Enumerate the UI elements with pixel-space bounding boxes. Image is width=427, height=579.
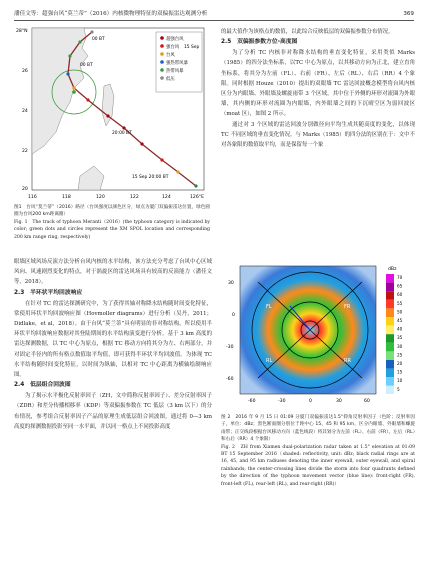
left-paragraph-3: 为了揭示水平极化反射率因子（ZH，文中简称反射率因子）、差分反射率因子（ZDR）和差分传播相移率（KDP）等双偏振参数在 TC 低层（3 km 以下）的分布情况，参考组合反射率因子产品的原理生成低层组合回波图。通过将 0—3 km 高度的探测数据投影至同一水平面，并以同一格点上不同投影高度 [14, 393, 212, 430]
cb-tick-8: 35 [397, 335, 403, 341]
lon-tick-4: 122 [130, 195, 139, 200]
cb-tick-1: 70 [397, 275, 403, 280]
y-tick-2: 0 [232, 313, 235, 318]
section-2-5-heading: 2.5 双偏振参数方位-高度图 [221, 39, 298, 46]
legend-item-3: 15 Sep [184, 45, 200, 50]
cb-tick-11: 20 [397, 361, 403, 366]
fig2-caption-en: Fig. 2 ZH from Xiamen dual-polarization radar taken at 1.5° elevation at 01:09 BT 15 September 2016（shaded: reflectivity, unit: dBz; black radial rings are at 16, 45, and 95 km radiuses denoting the inner eyewall, outer eyewall, and spiral rainbands; the center-crossing lines divide the storm into four quadrants defined by the direction of the typhoon movement vector (blue line): front-right (FR), front-left (FL), rear-left (RL), and rear-right (RR)） [221, 444, 415, 487]
ppi-x-axis [248, 398, 370, 404]
figure-2-caption [221, 414, 415, 488]
lat-tick-1: 28°N [16, 29, 28, 34]
legend-item-7: 低压 [166, 77, 175, 82]
figure-1-caption [14, 204, 210, 241]
fig1-caption-en: Fig. 1 The track of typhoon Meranti（2016）(the typhoon category is indicated by color; green dots and circles represent the XM SPOL location and corresponding 200 km range ring, respectively) [14, 219, 210, 240]
x-tick-4: 30 [336, 399, 342, 404]
cb-tick-3: 60 [397, 292, 403, 298]
lon-tick-2: 118 [62, 195, 71, 200]
map-legend [156, 32, 202, 92]
y-tick-4: -60 [226, 377, 234, 382]
right-column [221, 27, 415, 150]
cb-tick-6: 45 [397, 318, 403, 323]
lon-tick-6: 126°E [190, 195, 204, 200]
ppi-y-axis [226, 280, 235, 382]
legend-item-6: 热带风暴 [166, 69, 184, 74]
lat-tick-2: 26 [22, 69, 28, 74]
cb-tick-12: 15 [397, 369, 403, 375]
cb-tick-9: 30 [397, 343, 403, 349]
lon-tick-5: 124 [162, 195, 171, 200]
lat-tick-4: 22 [22, 149, 28, 154]
figure-1 [14, 26, 210, 202]
lat-tick-5: 20 [22, 187, 28, 192]
fig2-caption-zh: 图 2 2016 年 9 月 15 日 01:09 分厦门双偏振雷达1.5°仰角反射率因子（色阶；反射率因子，单位：dBz；黑色断面圈分别位于距中心 15、45 和 95 km，区分内眼墙、外眼墙和螺旋雨带；正交线段根据台风移动方向（蓝色线段）将其划分为左前（FL）、右前（FR）、左后（RL）和右后（RR）4 个象限） [221, 415, 415, 443]
reflectivity-field [240, 266, 376, 394]
cb-tick-4: 55 [397, 300, 403, 306]
quadrant-rr: RR [344, 358, 351, 364]
left-paragraph-1: 眼墙区域风场反演方法分析台风内核的水平结构，该方法充分考虑了台风中心区域风向、风速剧烈变化的特点，对于涡旋区的雷达风场具有较高的反演能力（潘佳文等，2018）。 [14, 259, 212, 286]
colorbar [386, 266, 403, 394]
legend-item-1: 超强台风 [166, 37, 184, 42]
fig1-caption-zh: 图1 台风“莫兰蒂”（2016）路径（台风强度以颜色区分，绿点为厦门双偏振雷达位置，绿色圆圈为台风200 km距离圈） [14, 205, 210, 218]
section-2-3-heading: 2.3 半环状平均回波响应 [14, 289, 83, 296]
time-label-3: 20:00 BT [112, 131, 132, 136]
legend-item-2: 强台风 [166, 45, 180, 50]
cb-tick-7: 40 [397, 326, 403, 332]
colorbar-ticks [397, 275, 403, 392]
legend-item-4: 台风 [166, 53, 175, 58]
header-authors: 潘佳文等：超强台风“莫兰蒂”（2016）内核微物理特征的双偏振雷达观测分析 [14, 11, 208, 17]
x-tick-2: -30 [278, 399, 286, 404]
quadrant-rl: RL [266, 358, 273, 364]
y-tick-3: -30 [226, 345, 234, 350]
left-column [14, 257, 212, 432]
colorbar-unit: dBz [388, 267, 397, 272]
lat-axis [16, 28, 28, 192]
quadrant-fl: FL [266, 304, 272, 310]
cb-tick-13: 10 [397, 378, 403, 384]
right-paragraph-1: 为了分析 TC 内核非对称降水结构的垂直变化特征，采用类似 Marks（1985）的四分法坐标系，以TC 中心为原点，以其移动方向为正北，建立直角坐标系，将其分为左前（FL）、右前（FR）、左后（RL）、右后（RR）4 个象限。同时根据 Houze（2010）提出的双眼墙 TC 雷达回波概念模型将台风内核区分为内眼墙、外眼墙及螺旋雨带 3 个区域，其中位于外侧的环形对流圈为外眼墙，其内侧的环形对流圈为内眼墙，内外眼墙之间的下沉晴空区为弱回波区（moat 区），如图 2 所示。 [221, 50, 415, 118]
time-label-4: 15 Sep 20:00 BT [132, 175, 169, 180]
running-header [14, 8, 414, 21]
time-label-2: 00 BT [80, 63, 93, 68]
quadrant-fr: FR [344, 304, 351, 310]
left-paragraph-2: 在针对 TC 的雷达探测研究中，为了获得其轴对称降水结构随时间变化特征，常使用环状平均回波响应图（Hovmoller diagrams）进行分析（吴丹，2011；Didlake，et al，2018）。由于台风“莫兰蒂”具有明显的非对称结构，所以使用半环状平均回波响应数据对其登陆期间的水平结构演变进行分析。基于 3 km 高度的雷达探测数据，以 TC 中心为原点，根据 TC 移动方向将其分为左、右两部分，并对固定半径内的所有格点数值取平均值，即可获得半环状平均回波值。为体现 TC 水平结构随时间变化特征，以时间为纵轴，以相对 TC 中心距离为横轴绘制响应图。 [14, 300, 212, 379]
radar-location-dot [72, 90, 76, 94]
lon-axis [28, 194, 204, 200]
x-tick-5: 60 [364, 399, 370, 404]
time-label-1: 00 BT [92, 37, 105, 42]
lat-tick-3: 24 [22, 109, 28, 114]
cb-tick-5: 50 [397, 309, 403, 315]
lon-tick-1: 116 [28, 195, 37, 200]
radar-ppi-plot [226, 262, 414, 410]
right-paragraph-2: 通过对 3 个区域的雷达回波分别做径向平均生成其随高度的变化，以体现 TC 不同区域的垂直变化情况。与 Marks（1985）的四分法的区别在于：文中不对各象限的数值取平均，而是保留每一个象 [221, 121, 415, 149]
legend-item-5: 强热带风暴 [166, 61, 188, 66]
page-number: 369 [403, 11, 414, 17]
lon-tick-3: 120 [96, 195, 105, 200]
cb-tick-14: 5 [397, 386, 400, 392]
figure-2 [226, 262, 414, 410]
right-paragraph-0: 的最大值作为该格点的数值，以此综合反映低层的双偏振参数分布情况。 [221, 29, 394, 35]
cb-tick-10: 25 [397, 352, 403, 358]
x-tick-3: 0 [309, 399, 312, 404]
track-map [14, 26, 210, 202]
y-tick-1: 30 [228, 281, 234, 286]
section-2-4-heading: 2.4 低层组合回波图 [14, 382, 71, 389]
cb-tick-2: 65 [397, 283, 403, 289]
x-tick-1: -60 [248, 399, 256, 404]
